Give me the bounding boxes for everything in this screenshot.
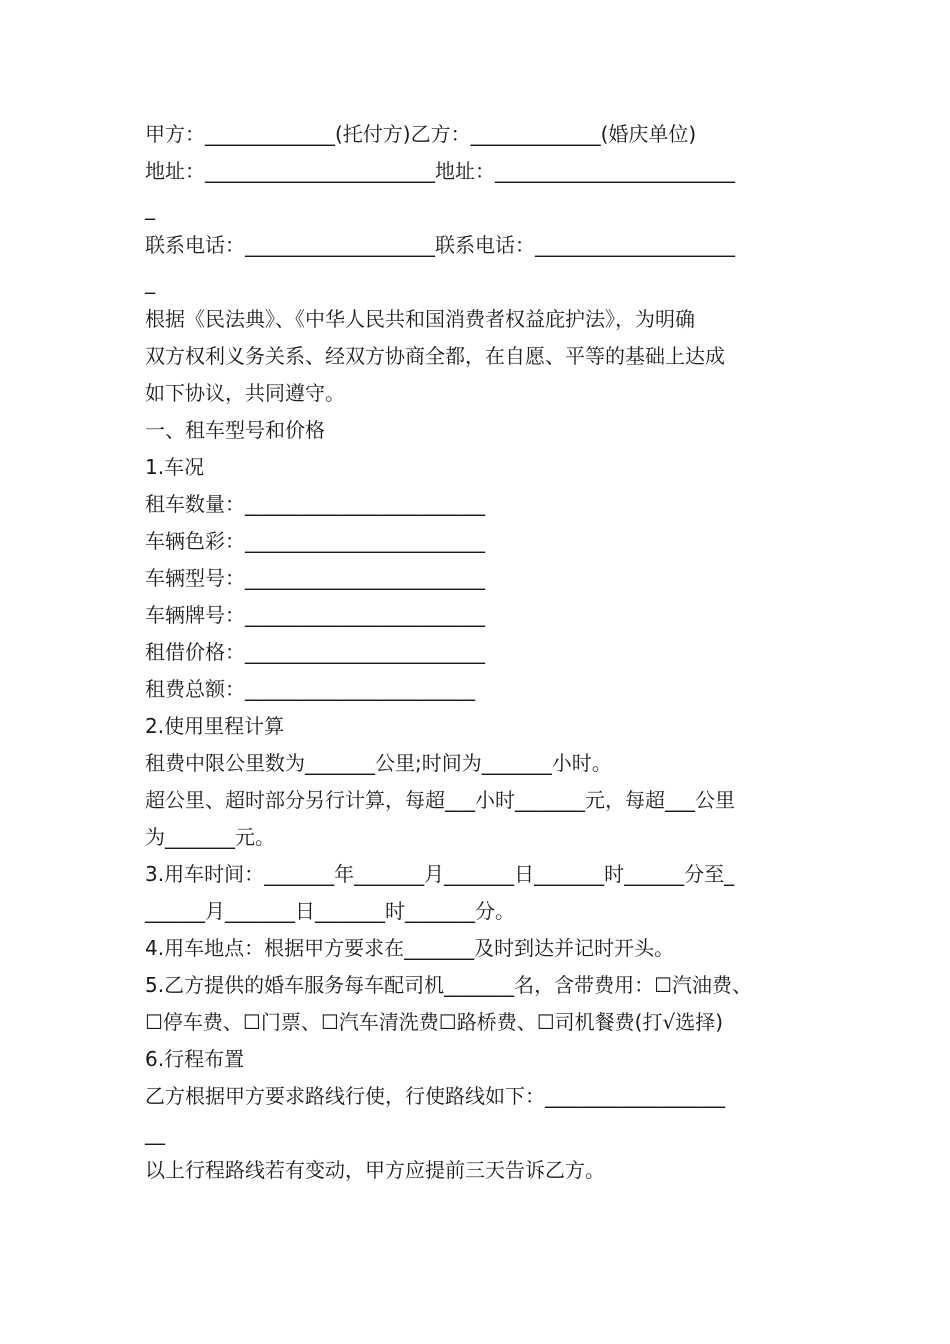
usage-location-line: 4.用车地点：根据甲方要求在_______及时到达并记时开头。 — [145, 936, 675, 960]
item-heading-mileage: 2.使用里程计算 — [145, 714, 285, 738]
phone-line-overflow: _ — [145, 270, 155, 294]
field-car-color: 车辆色彩：________________________ — [145, 529, 485, 553]
field-car-model: 车辆型号：________________________ — [145, 566, 485, 590]
address-line-overflow: _ — [145, 196, 155, 220]
route-change-notice: 以上行程路线若有变动，甲方应提前三天告诉乙方。 — [145, 1158, 605, 1182]
field-rental-price: 租借价格：________________________ — [145, 640, 485, 664]
intro-paragraph-line-3: 如下协议，共同遵守。 — [145, 381, 345, 405]
item-heading-car-condition: 1.车况 — [145, 455, 205, 479]
party-line: 甲方：_____________(托付方)乙方：_____________(婚庆单位) — [145, 122, 697, 146]
intro-paragraph-line-1: 根据《民法典》、《中华人民共和国消费者权益庇护法》，为明确 — [145, 307, 695, 331]
phone-line: 联系电话：___________________联系电话：____________________ — [145, 233, 735, 257]
mileage-limit-line: 租费中限公里数为_______公里;时间为_______小时。 — [145, 751, 612, 775]
item-heading-itinerary: 6.行程布置 — [145, 1047, 245, 1071]
route-line-overflow: __ — [145, 1121, 165, 1145]
field-rental-total: 租费总额：_______________________ — [145, 677, 475, 701]
overage-line-2: 为_______元。 — [145, 825, 275, 849]
route-line: 乙方根据甲方要求路线行使，行使路线如下：__________________ — [145, 1084, 725, 1108]
service-fees-line-2: ☐停车费、☐门票、☐汽车清洗费☐路桥费、☐司机餐费(打√选择) — [145, 1010, 723, 1034]
overage-line-1: 超公里、超时部分另行计算，每超___小时_______元，每超___公里 — [145, 788, 735, 812]
service-fees-line-1: 5.乙方提供的婚车服务每车配司机_______名，含带费用：☐汽油费、 — [145, 973, 753, 997]
address-line: 地址：_______________________地址：________________________ — [145, 159, 735, 183]
field-car-plate: 车辆牌号：________________________ — [145, 603, 485, 627]
intro-paragraph-line-2: 双方权利义务关系、经双方协商全都，在自愿、平等的基础上达成 — [145, 344, 725, 368]
section-heading-car-model-price: 一、租车型号和价格 — [145, 418, 325, 442]
contract-text — [145, 116, 810, 1189]
field-car-quantity: 租车数量：________________________ — [145, 492, 485, 516]
usage-time-line-2: ______月_______日_______时_______分。 — [145, 899, 515, 923]
usage-time-line-1: 3.用车时间：_______年_______月_______日_______时______分至_ — [145, 862, 735, 886]
